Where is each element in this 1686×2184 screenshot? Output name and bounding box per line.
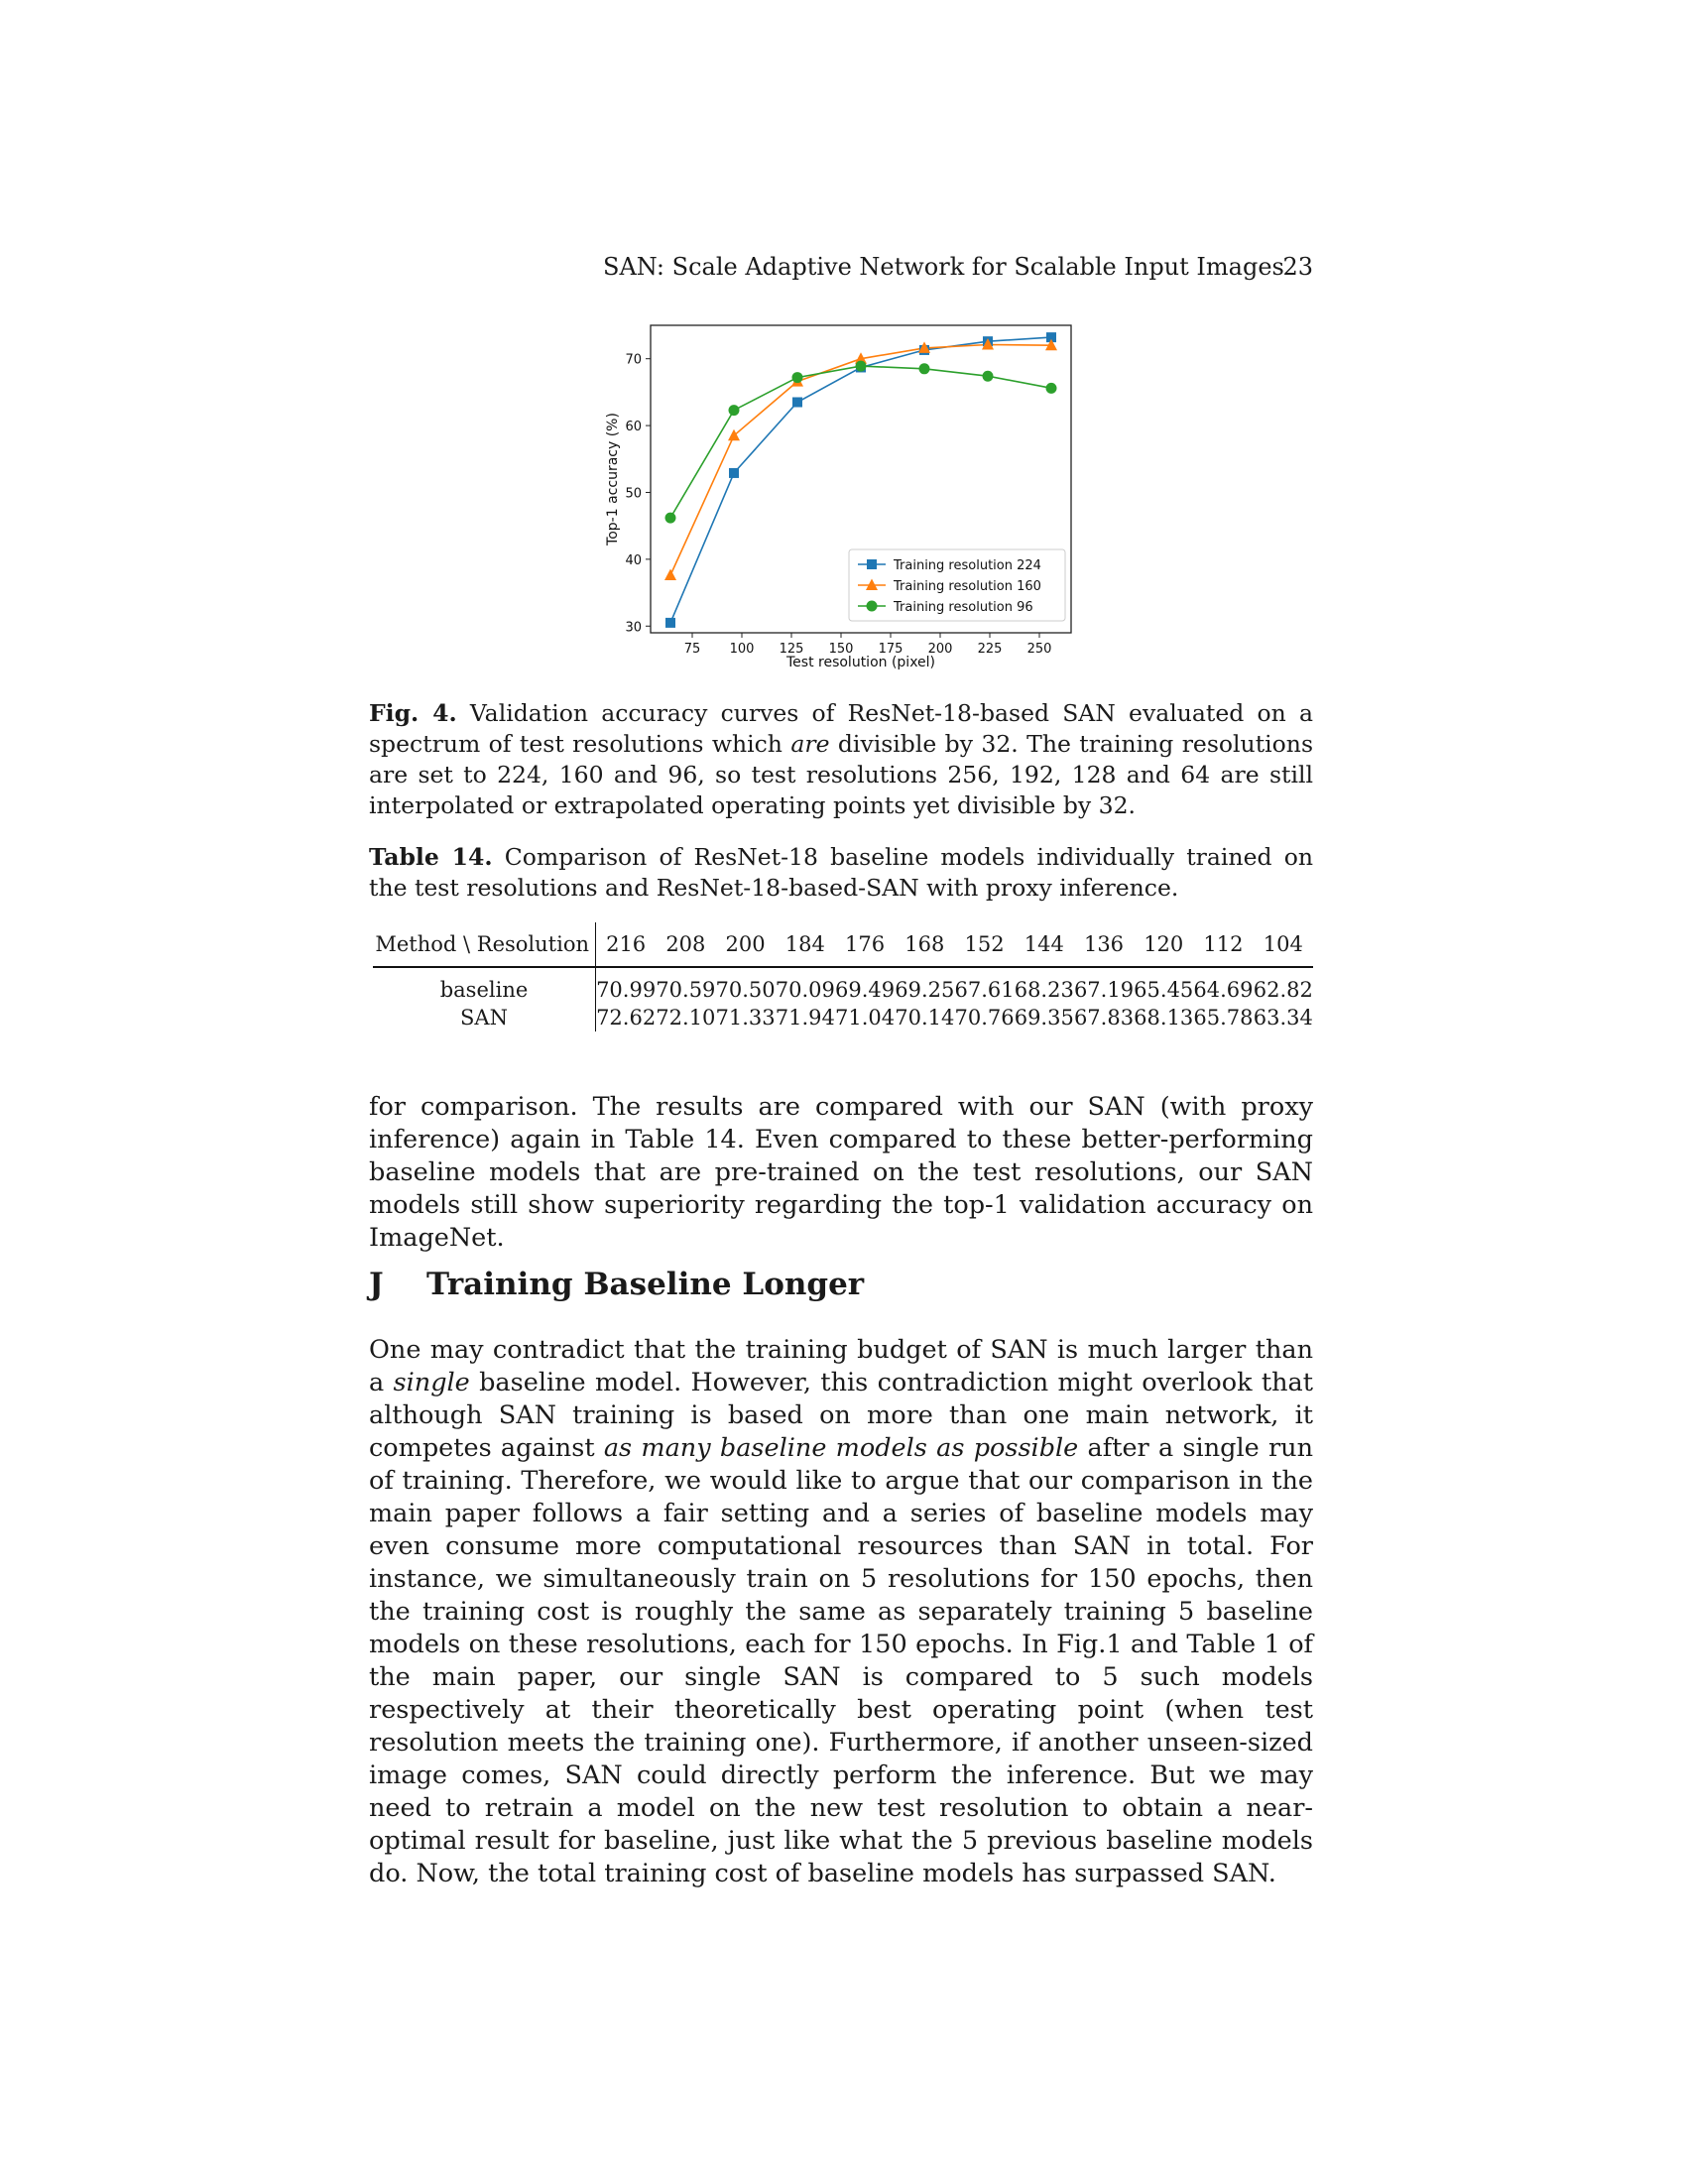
table-cell: 67.61 <box>954 978 1015 1002</box>
y-tick-label: 50 <box>625 486 642 502</box>
x-tick-label: 200 <box>927 642 953 657</box>
resolution-header: 168 <box>895 922 954 967</box>
resolution-header: 208 <box>656 922 715 967</box>
accuracy-figure <box>585 315 1091 682</box>
method-cell: SAN <box>373 1004 596 1031</box>
data-point <box>792 372 803 383</box>
table-cell: 65.78 <box>1193 1006 1254 1030</box>
results-table <box>373 922 1313 1031</box>
legend-marker <box>867 559 877 569</box>
page-number: 23 <box>1282 253 1313 281</box>
table-cell: 63.34 <box>1253 1006 1313 1030</box>
table-cell: 71.33 <box>715 1006 776 1030</box>
resolution-header: 176 <box>835 922 895 967</box>
table-cell: 69.35 <box>1014 1006 1074 1030</box>
table-row-san <box>373 1004 1313 1031</box>
table-caption <box>369 842 1313 904</box>
body-paragraph <box>369 1334 1313 1890</box>
legend-label: Training resolution 224 <box>894 558 1041 573</box>
accuracy-chart <box>585 315 1091 682</box>
resolution-header: 144 <box>1015 922 1074 967</box>
body-paragraph: for comparison. The results are compared with our SAN (with proxy inference) again in Table 14. Even compared to these better-performing baseline models that are pre-trained on the test resolutions, our SAN models still show superiority regarding the top-1 validation accuracy on ImageNet. <box>369 1092 1313 1253</box>
figure-caption-emphasis: are <box>790 730 830 758</box>
x-tick-label: 175 <box>878 642 903 657</box>
table-cell: 67.83 <box>1073 1006 1135 1030</box>
table-cell: 71.94 <box>775 1006 835 1030</box>
table-cell: 69.49 <box>835 978 896 1002</box>
data-point <box>729 405 740 416</box>
body-text-run: One may contradict that the training budget of SAN is much larger than a <box>369 1335 1313 1397</box>
y-tick-label: 60 <box>625 420 642 435</box>
body-text-emphasis: single <box>393 1368 470 1397</box>
figure-caption-text-2: divisible by 32. The training resolutions are set to 224, 160 and 96, so test resolutions 256, 192, 128 and 64 are still interpolated or extrapolated operating points yet divisible by 32. <box>369 730 1313 819</box>
section-heading <box>369 1265 864 1304</box>
x-tick-label: 125 <box>779 642 804 657</box>
table-cell: 68.23 <box>1014 978 1074 1002</box>
table-cell: 70.59 <box>656 978 716 1002</box>
y-axis-label: Top-1 accuracy (%) <box>605 413 621 546</box>
resolution-header: 104 <box>1254 922 1313 967</box>
table-cell: 65.45 <box>1134 978 1194 1002</box>
data-point <box>856 361 867 372</box>
figure-caption-text-1: Validation accuracy curves of ResNet-18-based SAN evaluated on a spectrum of test resolutions which <box>369 699 1313 758</box>
table-cell: 62.82 <box>1253 978 1313 1002</box>
data-point <box>665 618 675 628</box>
x-axis-label: Test resolution (pixel) <box>785 655 936 670</box>
page-header <box>369 252 1313 282</box>
table-cell: 69.25 <box>895 978 955 1002</box>
x-tick-label: 100 <box>729 642 755 657</box>
table-header-row <box>373 922 1313 967</box>
table-cell: 70.09 <box>775 978 835 1002</box>
legend-label: Training resolution 160 <box>894 579 1041 594</box>
table-caption-label: Table 14. <box>369 843 493 871</box>
resolution-header: 152 <box>954 922 1014 967</box>
resolution-header: 184 <box>776 922 835 967</box>
figure-caption-label: Fig. 4. <box>369 699 457 727</box>
table-cell: 68.13 <box>1134 1006 1194 1030</box>
resolution-header: 120 <box>1134 922 1193 967</box>
y-tick-label: 40 <box>625 552 642 568</box>
data-point <box>792 398 802 408</box>
legend-label: Training resolution 96 <box>894 600 1033 615</box>
table-cell: 70.76 <box>954 1006 1015 1030</box>
method-cell: baseline <box>373 967 596 1004</box>
table-cell: 72.62 <box>596 1006 657 1030</box>
y-tick-label: 30 <box>625 620 642 636</box>
section-number: J <box>369 1267 384 1302</box>
body-text-run: baseline model. However, this contradiction might overlook that although SAN training is based on more than one main network, it competes against <box>369 1368 1313 1463</box>
running-title: SAN: Scale Adaptive Network for Scalable Input Images <box>603 253 1284 281</box>
resolution-header: 216 <box>596 922 657 967</box>
method-header: Method \ Resolution <box>373 922 596 967</box>
y-tick-label: 70 <box>625 352 642 368</box>
section-title: Training Baseline Longer <box>426 1267 865 1302</box>
data-point <box>1046 383 1057 394</box>
x-tick-label: 250 <box>1026 642 1052 657</box>
table-cell: 70.50 <box>715 978 776 1002</box>
table-cell: 70.99 <box>596 978 657 1002</box>
x-tick-label: 150 <box>828 642 854 657</box>
table-cell: 67.19 <box>1073 978 1135 1002</box>
data-point <box>729 468 739 478</box>
resolution-header: 112 <box>1193 922 1253 967</box>
table-cell: 64.69 <box>1193 978 1254 1002</box>
figure-caption <box>369 698 1313 821</box>
x-tick-label: 225 <box>977 642 1003 657</box>
legend-marker <box>867 601 878 612</box>
table-cell: 71.04 <box>835 1006 896 1030</box>
table-cell: 72.10 <box>656 1006 716 1030</box>
body-text-run: after a single run of training. Therefore, we would like to argue that our comparison in the main paper follows a fair setting and a series of baseline models may even consume more computational resources than SAN in total. For instance, we simultaneously train on 5 resolutions for 150 epochs, then the training cost is roughly the same as separately training 5 baseline models on these resolutions, each for 150 epochs. In Fig.1 and Table 1 of the main paper, our single SAN is compared to 5 such models respectively at their theoretically best operating point (when test resolution meets the training one). Furthermore, if another unseen-sized image comes, SAN could directly perform the inference. But we may need to retrain a model on the new test resolution to obtain a near-optimal result for baseline, just like what the 5 previous baseline models do. Now, the total training cost of baseline models has surpassed SAN. <box>369 1433 1313 1888</box>
table-caption-text: Comparison of ResNet-18 baseline models individually trained on the test resolutions and ResNet-18-based-SAN with proxy inference. <box>369 843 1313 902</box>
table-row-baseline <box>373 967 1313 1004</box>
resolution-header: 136 <box>1074 922 1134 967</box>
data-point <box>919 363 930 374</box>
table-cell: 70.14 <box>895 1006 955 1030</box>
chart-legend <box>849 549 1065 621</box>
x-tick-label: 75 <box>683 642 701 657</box>
data-point <box>983 371 994 382</box>
resolution-header: 200 <box>715 922 775 967</box>
body-text-emphasis: as many baseline models as possible <box>603 1433 1079 1463</box>
data-point <box>665 513 676 524</box>
